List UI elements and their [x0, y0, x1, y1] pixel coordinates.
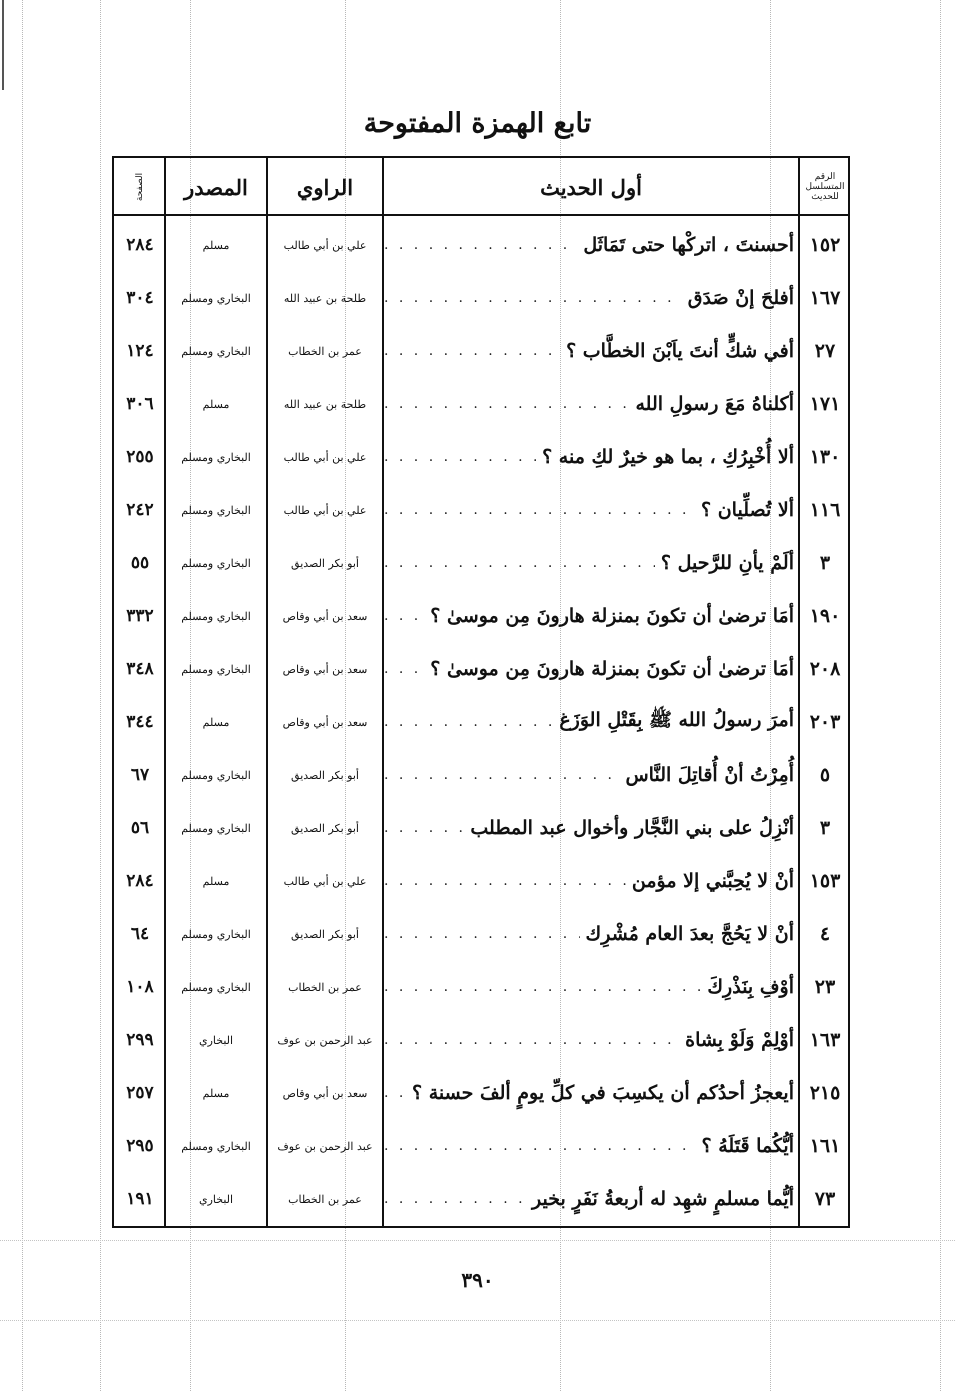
dot-leader: [384, 926, 580, 942]
row-page: [116, 858, 164, 904]
dot-leader: [384, 767, 619, 783]
page-ref: ١٩١: [126, 1189, 154, 1209]
narrator-name: عمر بن الخطاب: [288, 1192, 362, 1206]
narrator-name: أبو بكر الصديق: [291, 768, 359, 782]
dot-leader: [384, 979, 701, 995]
narrator-name: سعد بن أبي وقاص: [282, 662, 368, 676]
source-name: البخاري ومسلم: [181, 768, 251, 782]
source-name: مسلم: [202, 874, 230, 888]
serial-number: ١٩٠: [809, 605, 841, 627]
source-name: البخاري ومسلم: [181, 662, 251, 676]
row-narrator: [268, 752, 382, 798]
dot-leader: [384, 396, 630, 412]
source-name: مسلم: [202, 1086, 230, 1100]
source-name: البخاري ومسلم: [181, 556, 251, 570]
narrator-name: علي بن أبي طالب: [283, 503, 367, 517]
source-name: مسلم: [202, 238, 230, 252]
row-source: [166, 1176, 266, 1222]
row-narrator: [268, 222, 382, 268]
hadith-opening: أمرَ رسولُ الله ﷺ بِقَتْلِ الوَزَغ: [559, 709, 794, 731]
row-serial: [802, 752, 848, 798]
narrator-name: أبو بكر الصديق: [291, 556, 359, 570]
dot-leader: [384, 873, 626, 889]
dot-leader: [384, 343, 560, 359]
row-page: [116, 646, 164, 692]
source-name: البخاري ومسلم: [181, 821, 251, 835]
page-ref: ٣٣٢: [126, 606, 154, 626]
row-source: [166, 858, 266, 904]
dot-leader: [384, 237, 577, 253]
row-hadith: [384, 1123, 798, 1169]
row-source: [166, 911, 266, 957]
row-narrator: [268, 434, 382, 480]
serial-number: ١٧١: [809, 393, 841, 415]
row-hadith: [384, 752, 798, 798]
narrator-name: علي بن أبي طالب: [283, 238, 367, 252]
hadith-opening: أيُّما مسلمٍ شهِد له أربعةُ نَفَرٍ بخير: [532, 1188, 794, 1210]
row-hadith: [384, 1176, 798, 1222]
page-number: ٣٩٠: [461, 1268, 494, 1292]
narrator-name: سعد بن أبي وقاص: [282, 609, 368, 623]
source-name: البخاري: [198, 1033, 234, 1047]
header-hadith: أول الحديث: [540, 174, 642, 200]
page-ref: ٢٥٥: [126, 447, 154, 467]
row-page: [116, 1017, 164, 1063]
row-serial: [802, 805, 848, 851]
row-serial: [802, 646, 848, 692]
dot-leader: [384, 290, 682, 306]
row-narrator: [268, 646, 382, 692]
row-serial: [802, 858, 848, 904]
hadith-opening: أفي شكٍّ أنتَ ياَبْنَ الخطَّاب ؟: [566, 340, 794, 362]
hadith-opening: أوْلِمْ وَلَوْ بِشاة: [685, 1029, 794, 1051]
narrator-name: علي بن أبي طالب: [283, 450, 367, 464]
row-serial: [802, 1017, 848, 1063]
narrator-name: عبد الرحمن بن عوف: [277, 1139, 373, 1153]
hadith-opening: أحسنتَ ، اتركْها حتى تَمَاثَل: [583, 234, 794, 256]
hadith-opening: أُمِرْتُ أنْ أُقاتِلَ النَّاس: [625, 764, 794, 786]
page-ref: ٦٤: [130, 924, 150, 944]
row-page: [116, 328, 164, 374]
row-source: [166, 1123, 266, 1169]
row-page: [116, 222, 164, 268]
header-serial: الرقم المتسلسل للحديث: [805, 172, 845, 202]
row-page: [116, 1123, 164, 1169]
row-source: [166, 805, 266, 851]
row-serial: [802, 328, 848, 374]
row-source: [166, 646, 266, 692]
source-name: البخاري ومسلم: [181, 1139, 251, 1153]
row-narrator: [268, 699, 382, 745]
row-serial: [802, 593, 848, 639]
row-source: [166, 540, 266, 586]
serial-number: ٤: [819, 923, 831, 945]
row-serial: [802, 1176, 848, 1222]
page-title: تابع الهمزة المفتوحة: [363, 108, 592, 139]
row-source: [166, 1017, 266, 1063]
source-name: البخاري ومسلم: [181, 291, 251, 305]
row-source: [166, 222, 266, 268]
row-hadith: [384, 381, 798, 427]
serial-number: ١٦١: [809, 1135, 841, 1157]
dot-leader: [384, 1032, 679, 1048]
hadith-opening: ألَمْ يأنِ للرَّحيل ؟: [660, 552, 794, 574]
page-ref: ٦٧: [130, 765, 150, 785]
hadith-opening: أنْزِلُ على بني النَّجَّار وأخوال عبد المطلب: [470, 817, 794, 839]
narrator-name: عمر بن الخطاب: [288, 344, 362, 358]
row-narrator: [268, 1070, 382, 1116]
row-serial: [802, 911, 848, 957]
row-source: [166, 381, 266, 427]
page-ref: ٣٤٨: [126, 659, 154, 679]
row-page: [116, 275, 164, 321]
source-name: البخاري ومسلم: [181, 609, 251, 623]
page-ref: ١٠٨: [126, 977, 154, 997]
serial-number: ١٦٣: [809, 1029, 841, 1051]
row-page: [116, 1176, 164, 1222]
narrator-name: أبو بكر الصديق: [291, 927, 359, 941]
dot-leader: [384, 608, 424, 624]
dot-leader: [384, 1085, 406, 1101]
scan-margin-mark: [2, 0, 4, 90]
header-source: المصدر: [184, 174, 248, 200]
row-narrator: [268, 540, 382, 586]
row-serial: [802, 487, 848, 533]
row-source: [166, 434, 266, 480]
row-narrator: [268, 1123, 382, 1169]
hadith-opening: أمَا ترضىٰ أن تكونَ بمنزلة هارونَ مِن موسىٰ ؟: [430, 658, 794, 680]
row-source: [166, 1070, 266, 1116]
source-name: مسلم: [202, 397, 230, 411]
serial-number: ١٥٢: [809, 234, 841, 256]
page-ref: ٢٨٤: [126, 235, 154, 255]
row-hadith: [384, 805, 798, 851]
row-serial: [802, 275, 848, 321]
row-narrator: [268, 858, 382, 904]
row-narrator: [268, 381, 382, 427]
row-hadith: [384, 964, 798, 1010]
row-serial: [802, 434, 848, 480]
row-page: [116, 964, 164, 1010]
row-hadith: [384, 699, 798, 745]
row-hadith: [384, 1017, 798, 1063]
row-narrator: [268, 487, 382, 533]
row-narrator: [268, 911, 382, 957]
dot-leader: [384, 1191, 526, 1207]
row-narrator: [268, 275, 382, 321]
row-source: [166, 752, 266, 798]
dot-leader: [384, 555, 655, 571]
row-narrator: [268, 805, 382, 851]
row-serial: [802, 699, 848, 745]
source-name: البخاري ومسلم: [181, 503, 251, 517]
serial-number: ٢٧: [814, 340, 836, 362]
row-source: [166, 487, 266, 533]
row-hadith: [384, 487, 798, 533]
row-page: [116, 1070, 164, 1116]
dot-leader: [384, 820, 464, 836]
narrator-name: طلحة بن عبيد الله: [283, 397, 367, 411]
row-page: [116, 593, 164, 639]
source-name: البخاري ومسلم: [181, 927, 251, 941]
serial-number: ٢١٥: [809, 1082, 841, 1104]
serial-number: ١١٦: [809, 499, 841, 521]
hadith-opening: أكلناهُ مَعَ رسولِ الله: [635, 393, 794, 415]
page-ref: ٢٥٧: [126, 1083, 154, 1103]
row-serial: [802, 222, 848, 268]
row-hadith: [384, 222, 798, 268]
dot-leader: [384, 449, 536, 465]
row-narrator: [268, 964, 382, 1010]
row-serial: [802, 1070, 848, 1116]
row-hadith: [384, 540, 798, 586]
row-hadith: [384, 858, 798, 904]
narrator-name: عمر بن الخطاب: [288, 980, 362, 994]
dot-leader: [384, 1138, 696, 1154]
row-source: [166, 328, 266, 374]
row-page: [116, 911, 164, 957]
page-ref: ٢٩٥: [126, 1136, 154, 1156]
source-name: البخاري ومسلم: [181, 344, 251, 358]
hadith-index-table: [112, 156, 850, 1228]
serial-number: ١٥٣: [809, 870, 841, 892]
source-name: البخاري: [198, 1192, 234, 1206]
row-source: [166, 275, 266, 321]
page-ref: ٢٩٩: [126, 1030, 154, 1050]
row-page: [116, 487, 164, 533]
hadith-opening: أفلحَ إنْ صَدَق: [687, 287, 794, 309]
row-source: [166, 593, 266, 639]
narrator-name: طلحة بن عبيد الله: [283, 291, 367, 305]
header-narrator: الراوي: [296, 174, 354, 200]
hadith-opening: أيُّكُما قَتَلَهُ ؟: [701, 1135, 794, 1157]
page-ref: ٥٦: [130, 818, 150, 838]
serial-number: ٥: [819, 764, 831, 786]
hadith-opening: أنْ لا يَحُجَّ بعدَ العام مُشْرِك: [585, 923, 794, 945]
narrator-name: أبو بكر الصديق: [291, 821, 359, 835]
row-hadith: [384, 275, 798, 321]
hadith-opening: أيعجزُ أحدُكم أن يكسِبَ في كلِّ يومٍ ألفَ حسنة ؟: [412, 1082, 794, 1104]
page-ref: ٢٤٢: [126, 500, 154, 520]
hadith-opening: ألا تُصلِّيان ؟: [701, 499, 794, 521]
serial-number: ٢٠٨: [809, 658, 841, 680]
narrator-name: سعد بن أبي وقاص: [282, 1086, 368, 1100]
row-narrator: [268, 328, 382, 374]
page-ref: ٥٥: [130, 553, 150, 573]
hadith-opening: أوْفِ بِنَذْرِكَ: [707, 976, 794, 998]
serial-number: ٢٣: [814, 976, 836, 998]
row-serial: [802, 540, 848, 586]
serial-number: ٧٣: [814, 1188, 836, 1210]
row-hadith: [384, 646, 798, 692]
row-hadith: [384, 1070, 798, 1116]
page-ref: ٣٤٤: [126, 712, 154, 732]
serial-number: ٣: [819, 552, 831, 574]
row-hadith: [384, 328, 798, 374]
row-page: [116, 381, 164, 427]
row-page: [116, 434, 164, 480]
serial-number: ١٦٧: [809, 287, 841, 309]
source-name: مسلم: [202, 715, 230, 729]
dot-leader: [384, 714, 553, 730]
serial-number: ١٣٠: [809, 446, 841, 468]
row-page: [116, 752, 164, 798]
narrator-name: سعد بن أبي وقاص: [282, 715, 368, 729]
row-serial: [802, 964, 848, 1010]
page-ref: ٢٨٤: [126, 871, 154, 891]
serial-number: ٣: [819, 817, 831, 839]
row-narrator: [268, 1176, 382, 1222]
row-source: [166, 964, 266, 1010]
serial-number: ٢٠٣: [809, 711, 841, 733]
dot-leader: [384, 661, 424, 677]
row-page: [116, 805, 164, 851]
row-page: [116, 540, 164, 586]
narrator-name: علي بن أبي طالب: [283, 874, 367, 888]
source-name: البخاري ومسلم: [181, 980, 251, 994]
page-ref: ٣٠٤: [126, 288, 154, 308]
hadith-opening: أمَا ترضىٰ أن تكونَ بمنزلة هارونَ مِن موسىٰ ؟: [430, 605, 794, 627]
page-ref: ١٢٤: [126, 341, 154, 361]
row-serial: [802, 381, 848, 427]
row-hadith: [384, 911, 798, 957]
row-source: [166, 699, 266, 745]
hadith-opening: ألا أُخْبِرُكِ ، بما هو خيرٌ لكِ منه ؟: [542, 446, 794, 468]
row-hadith: [384, 593, 798, 639]
row-serial: [802, 1123, 848, 1169]
row-narrator: [268, 593, 382, 639]
narrator-name: عبد الرحمن بن عوف: [277, 1033, 373, 1047]
row-page: [116, 699, 164, 745]
row-hadith: [384, 434, 798, 480]
source-name: البخاري ومسلم: [181, 450, 251, 464]
hadith-opening: أنْ لا يُحِبَّني إلا مؤمن: [631, 870, 794, 892]
dot-leader: [384, 502, 695, 518]
row-narrator: [268, 1017, 382, 1063]
header-page: الصفحة: [135, 172, 145, 202]
page-ref: ٣٠٦: [126, 394, 154, 414]
